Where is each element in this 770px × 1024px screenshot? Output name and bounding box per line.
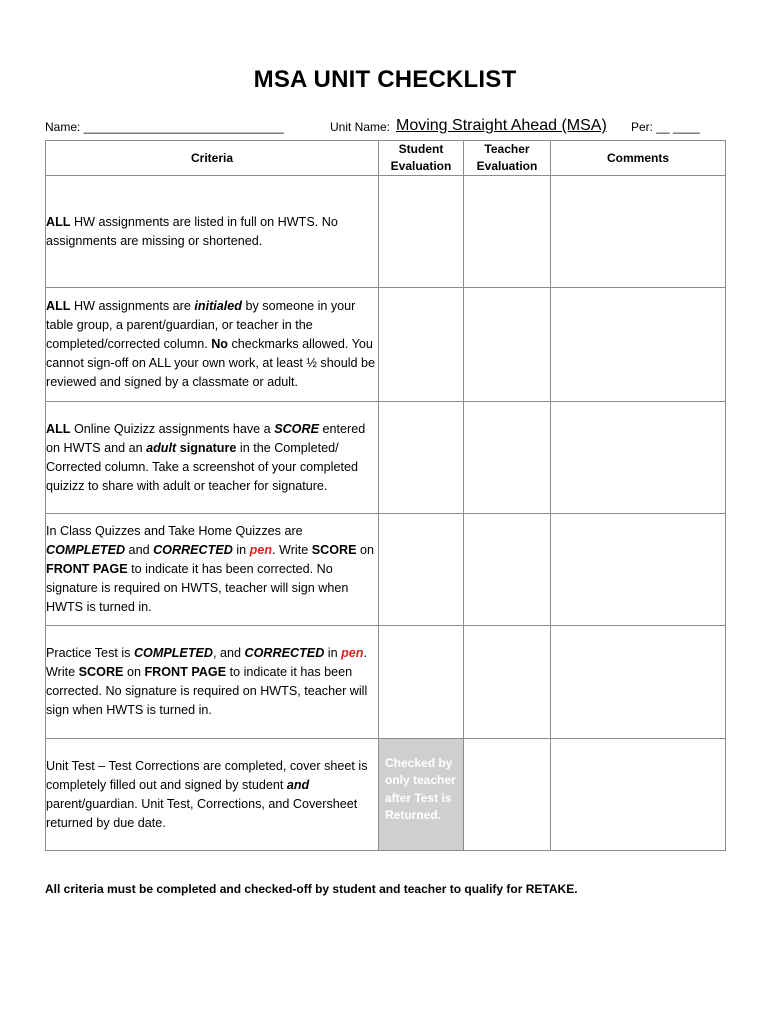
unit-name-label: Unit Name:: [330, 120, 391, 134]
unit-name-value: Moving Straight Ahead (MSA): [396, 117, 607, 134]
criteria-cell-class-quizzes: In Class Quizzes and Take Home Quizzes are COMPLETED and CORRECTED in pen. Write SCORE on FRONT PAGE to indicate it has been corrected. No signature is required on HWTS, teacher will sign when HWTS is turned in.: [46, 514, 379, 626]
period-label: Per: __ ____: [631, 120, 700, 134]
page-title: MSA UNIT CHECKLIST: [253, 66, 517, 93]
criteria-cell-practice-test: Practice Test is COMPLETED, and CORRECTED in pen. Write SCORE on FRONT PAGE to indicate it has been corrected. No signature is required on HWTS, teacher will sign when HWTS is turned in.: [46, 626, 379, 739]
student-evaluation-cell[interactable]: [379, 626, 464, 739]
teacher-evaluation-cell[interactable]: [464, 176, 551, 288]
teacher-evaluation-cell[interactable]: [464, 402, 551, 514]
table-row: [46, 626, 726, 739]
student-evaluation-cell[interactable]: [379, 402, 464, 514]
student-evaluation-cell-disabled: [379, 739, 464, 851]
comments-cell[interactable]: [551, 514, 726, 626]
table-row: [46, 288, 726, 402]
comments-cell[interactable]: [551, 288, 726, 402]
student-evaluation-header: Student Evaluation: [379, 141, 464, 176]
comments-cell[interactable]: [551, 402, 726, 514]
teacher-evaluation-header: Teacher Evaluation: [464, 141, 551, 176]
teacher-evaluation-cell[interactable]: [464, 514, 551, 626]
criteria-cell-hw-initialed: ALL HW assignments are initialed by someone in your table group, a parent/guardian, or teacher in the completed/corrected column. No checkmarks allowed. You cannot sign-off on ALL your own work, at least ½ should be reviewed and signed by a classmate or adult.: [46, 288, 379, 402]
criteria-cell-hw-listed: ALL HW assignments are listed in full on HWTS. No assignments are missing or shortened.: [46, 176, 379, 288]
table-row: [46, 176, 726, 288]
student-evaluation-cell[interactable]: [379, 514, 464, 626]
comments-header: Comments: [551, 141, 726, 176]
name-label: Name: ______________________________: [45, 120, 284, 134]
table-row: [46, 514, 726, 626]
retake-requirement-note: All criteria must be completed and checked-off by student and teacher to qualify for RETAKE.: [45, 882, 578, 896]
table-row: [46, 739, 726, 851]
comments-cell[interactable]: [551, 739, 726, 851]
comments-cell[interactable]: [551, 626, 726, 739]
criteria-header: Criteria: [46, 141, 379, 176]
teacher-evaluation-cell[interactable]: [464, 288, 551, 402]
student-info-line: [45, 116, 725, 138]
teacher-only-note: Checked by only teacher after Test is Returned.: [385, 755, 456, 822]
student-evaluation-cell[interactable]: [379, 176, 464, 288]
comments-cell[interactable]: [551, 176, 726, 288]
teacher-evaluation-cell[interactable]: [464, 626, 551, 739]
checklist-table: [45, 140, 726, 851]
header-row: [46, 141, 726, 176]
criteria-cell-online-quizizz: ALL Online Quizizz assignments have a SCORE entered on HWTS and an adult signature in the Completed/ Corrected column. Take a screenshot of your completed quizizz to share with adult or teacher for signature.: [46, 402, 379, 514]
student-evaluation-cell[interactable]: [379, 288, 464, 402]
teacher-evaluation-cell[interactable]: [464, 739, 551, 851]
table-row: [46, 402, 726, 514]
criteria-cell-unit-test: Unit Test – Test Corrections are completed, cover sheet is completely filled out and signed by student and parent/guardian. Unit Test, Corrections, and Coversheet returned by due date.: [46, 739, 379, 851]
